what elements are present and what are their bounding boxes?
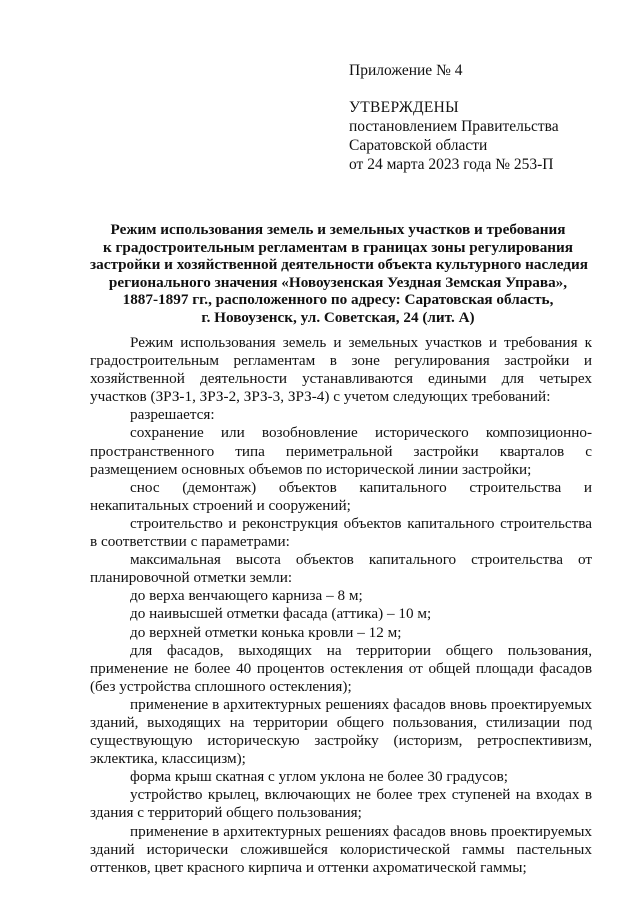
body-paragraph: до верха венчающего карниза – 8 м; [130, 587, 363, 605]
title-line: застройки и хозяйственной деятельности объекта культурного наследия [90, 256, 588, 274]
body-paragraph: разрешается: [130, 406, 215, 424]
body-paragraph: для фасадов, выходящих на территории общего пользования, применение не более 40 процентов остекления от общей площади фасадов (без устройства сплошного остекления); [90, 641, 592, 695]
title-line: к градостроительным регламентам в границах зоны регулирования [102, 238, 574, 256]
title-line: г. Новоузенск, ул. Советская, 24 (лит. А) [201, 308, 475, 326]
title-line: 1887-1897 гг., расположенного по адресу: Саратовская область, [122, 291, 554, 309]
body-paragraph: форма крыш скатная с углом уклона не более 30 градусов; [130, 768, 508, 786]
body-paragraph: снос (демонтаж) объектов капитального строительства и некапитальных строений и сооружений; [90, 478, 592, 514]
approval-line-2: Саратовской области [349, 137, 488, 154]
approval-line-1: постановлением Правительства [349, 118, 559, 135]
body-paragraph: применение в архитектурных решениях фасадов вновь проектируемых зданий исторически сложившейся колористической гаммы пастельных оттенков, цвет красного кирпича и оттенки ахроматической гаммы; [90, 822, 592, 876]
approval-block [349, 61, 559, 174]
body-paragraph: до верхней отметки конька кровли – 12 м; [130, 623, 402, 641]
body-paragraph: сохранение или возобновление исторического композиционно-пространственного типа периметральной застройки кварталов с размещением основных объемов по исторической линии застройки; [90, 424, 592, 478]
body-paragraph: до наивысшей отметки фасада (аттика) – 10 м; [130, 605, 432, 623]
body-paragraph: строительство и реконструкция объектов капитального строительства в соответствии с параметрами: [90, 514, 592, 551]
approved-heading: УТВЕРЖДЕНЫ [349, 99, 459, 116]
body-paragraph: применение в архитектурных решениях фасадов вновь проектируемых зданий, выходящих на территории общего пользования, стилизации под существующую историческую застройку (историзм, ретроспективизм, эклектика, классицизм); [90, 695, 592, 768]
body-paragraph: устройство крылец, включающих не более трех ступеней на входах в здания с территорий общего пользования; [90, 786, 592, 822]
document-title [90, 221, 586, 327]
annex-number: Приложение № 4 [349, 62, 463, 79]
title-line: Режим использования земель и земельных участков и требования [110, 221, 566, 238]
approval-line-3: от 24 марта 2023 года № 253-П [349, 156, 554, 173]
document-body [90, 334, 592, 877]
title-line: регионального значения «Новоузенская Уездная Земская Управа», [108, 273, 568, 291]
body-paragraph: максимальная высота объектов капитального строительства от планировочной отметки земли: [90, 551, 592, 587]
body-paragraph: Режим использования земель и земельных участков и требования к градостроительным регламентам в зоне регулирования застройки и хозяйственной деятельности устанавливаются едиными для четырех участков (ЗРЗ-1, ЗРЗ-2, ЗРЗ-3, ЗРЗ-4) с учетом следующих требований: [90, 334, 592, 406]
